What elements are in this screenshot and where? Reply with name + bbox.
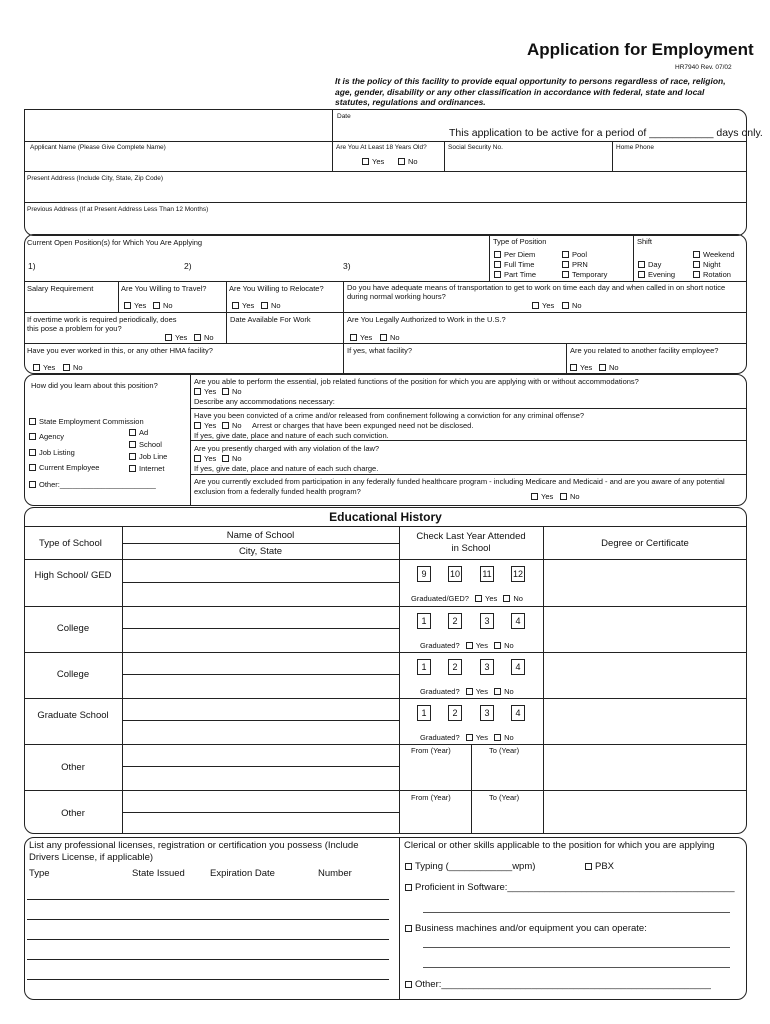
authorized-yes-checkbox[interactable]: Yes [350, 333, 372, 342]
grad-year-1-box[interactable]: 1 [417, 705, 431, 721]
relocate-question: Are You Willing to Relocate? [229, 284, 324, 293]
q3-yes-checkbox[interactable]: Yes [194, 454, 216, 463]
q-convicted: Have you been convicted of a crime and/or released from confinement following a conviction for any criminal offense? [194, 411, 585, 420]
col-type-of-school: Type of School [39, 538, 102, 549]
shift-label: Shift [637, 237, 653, 246]
date-available-label[interactable]: Date Available For Work [230, 315, 311, 324]
grad-grad-no-checkbox[interactable]: No [494, 733, 514, 742]
authorized-question: Are You Legally Authorized to Work in the U.S.? [347, 315, 506, 324]
learn-school-checkbox[interactable]: School [129, 440, 162, 449]
college1-graduated-label: Graduated? Yes No [420, 641, 514, 650]
machines-checkbox[interactable]: Business machines and/or equipment you can operate: [405, 923, 647, 934]
col-last-year: Check Last Year Attended in School [416, 531, 526, 554]
license-line-5[interactable] [27, 979, 389, 980]
q4-yes-checkbox[interactable]: Yes [531, 492, 553, 501]
grad-year-4-box[interactable]: 4 [511, 705, 525, 721]
q3-no-checkbox[interactable]: No [222, 454, 242, 463]
licenses-col-number: Number [318, 868, 352, 879]
license-line-1[interactable] [27, 899, 389, 900]
q4-no-checkbox[interactable]: No [560, 492, 580, 501]
pbx-checkbox[interactable]: PBX [585, 861, 614, 872]
shift-day-checkbox[interactable]: Day [638, 260, 661, 269]
license-line-4[interactable] [27, 959, 389, 960]
form-title: Application for Employment [527, 40, 754, 59]
license-line-2[interactable] [27, 919, 389, 920]
q-expunged-note: Arrest or charges that have been expunged need not be disclosed. [252, 421, 474, 430]
college2-grad-yes-checkbox[interactable]: Yes [466, 687, 488, 696]
applicant-name-label[interactable]: Applicant Name (Please Give Complete Name) [30, 144, 166, 151]
transport-no-checkbox[interactable]: No [562, 301, 582, 310]
row-high-school: High School/ GED [34, 570, 112, 581]
overtime-question: If overtime work is required periodically, does this pose a problem for you? [27, 315, 177, 333]
college1-year-1-box[interactable]: 1 [417, 613, 431, 629]
related-yes-checkbox[interactable]: Yes [570, 363, 592, 372]
active-period-text: This application to be active for a period of ___________ days only. [449, 127, 763, 139]
related-question: Are you related to another facility employee? [570, 346, 719, 355]
date-label: Date [337, 113, 351, 120]
which-facility-label[interactable]: If yes, what facility? [347, 346, 413, 355]
row-college-1: College [56, 623, 90, 634]
licenses-col-state: State Issued [132, 868, 185, 879]
grad-graduated-label: Graduated? Yes No [420, 733, 514, 742]
other1-to-year[interactable]: To (Year) [489, 746, 520, 755]
licenses-col-expiration: Expiration Date [210, 868, 275, 879]
shift-evening-checkbox[interactable]: Evening [638, 270, 675, 279]
related-no-checkbox[interactable]: No [599, 363, 619, 372]
age-yes-checkbox[interactable]: Yes [362, 157, 384, 166]
form-code: HR7940 Rev. 07/02 [675, 64, 732, 71]
shift-weekend-checkbox[interactable]: Weekend [693, 250, 735, 259]
learn-job-listing-checkbox[interactable]: Job Listing [29, 448, 75, 457]
age-question: Are You At Least 18 Years Old? [336, 144, 427, 151]
q-accommodations[interactable]: Describe any accommodations necessary: [194, 397, 335, 406]
overtime-yes-checkbox[interactable]: Yes [165, 333, 187, 342]
typing-checkbox[interactable]: Typing (____________wpm) [405, 861, 535, 872]
transport-yes-checkbox[interactable]: Yes [532, 301, 554, 310]
present-address-label[interactable]: Present Address (Include City, State, Zip Code) [27, 175, 164, 182]
row-graduate-school: Graduate School [37, 710, 109, 721]
learn-label: How did you learn about this position? [31, 381, 158, 390]
hma-yes-checkbox[interactable]: Yes [33, 363, 55, 372]
college2-year-2-box[interactable]: 2 [448, 659, 462, 675]
licenses-col-type: Type [29, 868, 50, 879]
type-pool-checkbox[interactable]: Pool [562, 250, 587, 259]
q1-yes-checkbox[interactable]: Yes [194, 387, 216, 396]
other-skills-checkbox[interactable]: Other:___________________________________________________ [405, 979, 711, 990]
college1-year-2-box[interactable]: 2 [448, 613, 462, 629]
learn-state-commission-checkbox[interactable]: State Employment Commission [29, 417, 144, 426]
hs-year-12-box[interactable]: 12 [511, 566, 525, 582]
software-checkbox[interactable]: Proficient in Software:___________________________________________ [405, 882, 735, 893]
col-degree: Degree or Certificate [601, 538, 689, 549]
type-temporary-checkbox[interactable]: Temporary [562, 270, 607, 279]
skills-label: Clerical or other skills applicable to the position for which you are applying [404, 840, 715, 851]
relocate-no-checkbox[interactable]: No [261, 301, 281, 310]
type-prn-checkbox[interactable]: PRN [562, 260, 588, 269]
relocate-yes-checkbox[interactable]: Yes [232, 301, 254, 310]
learn-ad-checkbox[interactable]: Ad [129, 428, 148, 437]
ssn-label[interactable]: Social Security No. [448, 144, 503, 151]
open-positions-label: Current Open Position(s) for Which You Are Applying [27, 238, 203, 247]
row-other-2: Other [61, 808, 85, 819]
hs-year-11-box[interactable]: 11 [480, 566, 494, 582]
hma-no-checkbox[interactable]: No [63, 363, 83, 372]
position-slot-2[interactable]: 2) [184, 261, 192, 271]
hs-grad-yes-checkbox[interactable]: Yes [475, 594, 497, 603]
row-college-2: College [56, 669, 90, 680]
q-charge-details[interactable]: If yes, give date, place and nature of each such charge. [194, 464, 379, 473]
q1-no-checkbox[interactable]: No [222, 387, 242, 396]
row-other-1: Other [61, 762, 85, 773]
travel-question: Are You Willing to Travel? [121, 284, 207, 293]
hs-year-10-box[interactable]: 10 [448, 566, 462, 582]
shift-night-checkbox[interactable]: Night [693, 260, 721, 269]
license-line-3[interactable] [27, 939, 389, 940]
college2-year-3-box[interactable]: 3 [480, 659, 494, 675]
worked-hma-question: Have you ever worked in this, or any other HMA facility? [27, 346, 213, 355]
type-of-position-label: Type of Position [493, 237, 547, 246]
learn-other-checkbox[interactable]: Other:_______________________ [29, 480, 156, 489]
hs-year-9-box[interactable]: 9 [417, 566, 431, 582]
college1-year-3-box[interactable]: 3 [480, 613, 494, 629]
authorized-no-checkbox[interactable]: No [380, 333, 400, 342]
machines-line-1[interactable] [423, 947, 730, 948]
learn-job-line-checkbox[interactable]: Job Line [129, 452, 167, 461]
licenses-label: List any professional licenses, registration or certification you possess (Include Drivers License, if applicable) [29, 840, 359, 863]
salary-requirement-label[interactable]: Salary Requirement [27, 284, 94, 293]
college2-year-4-box[interactable]: 4 [511, 659, 525, 675]
college1-year-4-box[interactable]: 4 [511, 613, 525, 629]
college2-graduated-label: Graduated? Yes No [420, 687, 514, 696]
learn-current-employee-checkbox[interactable]: Current Employee [29, 463, 99, 472]
q2-yes-checkbox[interactable]: Yes [194, 421, 216, 430]
policy-statement: It is the policy of this facility to provide equal opportunity to persons regardless of race, religion, age, gender, disability or any other classification in accordance with federal, state and local statutes, regulations and ordinances. [335, 76, 726, 107]
position-slot-3[interactable]: 3) [343, 261, 351, 271]
hs-grad-no-checkbox[interactable]: No [503, 594, 523, 603]
travel-yes-checkbox[interactable]: Yes [124, 301, 146, 310]
home-phone-label[interactable]: Home Phone [616, 144, 654, 151]
education-title: Educational History [329, 510, 442, 524]
college2-year-1-box[interactable]: 1 [417, 659, 431, 675]
college2-grad-no-checkbox[interactable]: No [494, 687, 514, 696]
type-full-time-checkbox[interactable]: Full Time [494, 260, 534, 269]
machines-line-2[interactable] [423, 967, 730, 968]
college1-grad-no-checkbox[interactable]: No [494, 641, 514, 650]
q2-no-checkbox[interactable]: No [222, 421, 242, 430]
shift-rotation-checkbox[interactable]: Rotation [693, 270, 731, 279]
col-name-of-school: Name of School [226, 530, 295, 541]
type-part-time-checkbox[interactable]: Part Time [494, 270, 536, 279]
overtime-no-checkbox[interactable]: No [194, 333, 214, 342]
q-conviction-details[interactable]: If yes, give date, place and nature of each such conviction. [194, 431, 389, 440]
grad-year-3-box[interactable]: 3 [480, 705, 494, 721]
learn-internet-checkbox[interactable]: Internet [129, 464, 164, 473]
grad-year-2-box[interactable]: 2 [448, 705, 462, 721]
q-essential-functions: Are you able to perform the essential, job related functions of the position for which you are applying with or without accommodations? [194, 377, 639, 386]
q-excluded: Are you currently excluded from participation in any federally funded healthcare program - including Medicare and Medicaid - and are you aware of any potential exclusion from a federally funded health program? [194, 477, 725, 496]
other2-to-year[interactable]: To (Year) [489, 793, 520, 802]
software-line-2[interactable] [423, 912, 730, 913]
college1-grad-yes-checkbox[interactable]: Yes [466, 641, 488, 650]
other1-from-year[interactable]: From (Year) [411, 746, 451, 755]
learn-agency-checkbox[interactable]: Agency [29, 432, 64, 441]
type-per-diem-checkbox[interactable]: Per Diem [494, 250, 535, 259]
grad-grad-yes-checkbox[interactable]: Yes [466, 733, 488, 742]
col-city-state: City, State [238, 546, 283, 557]
transport-question: Do you have adequate means of transportation to get to work on time each day and when called in on short notice during normal working hours? [347, 283, 726, 301]
other2-from-year[interactable]: From (Year) [411, 793, 451, 802]
previous-address-label[interactable]: Previous Address (If at Present Address Less Than 12 Months) [27, 206, 209, 213]
q-charged: Are you presently charged with any violation of the law? [194, 444, 380, 453]
hs-graduated-label: Graduated/GED? Yes No [411, 594, 523, 603]
age-no-checkbox[interactable]: No [398, 157, 418, 166]
position-slot-1[interactable]: 1) [28, 261, 36, 271]
travel-no-checkbox[interactable]: No [153, 301, 173, 310]
